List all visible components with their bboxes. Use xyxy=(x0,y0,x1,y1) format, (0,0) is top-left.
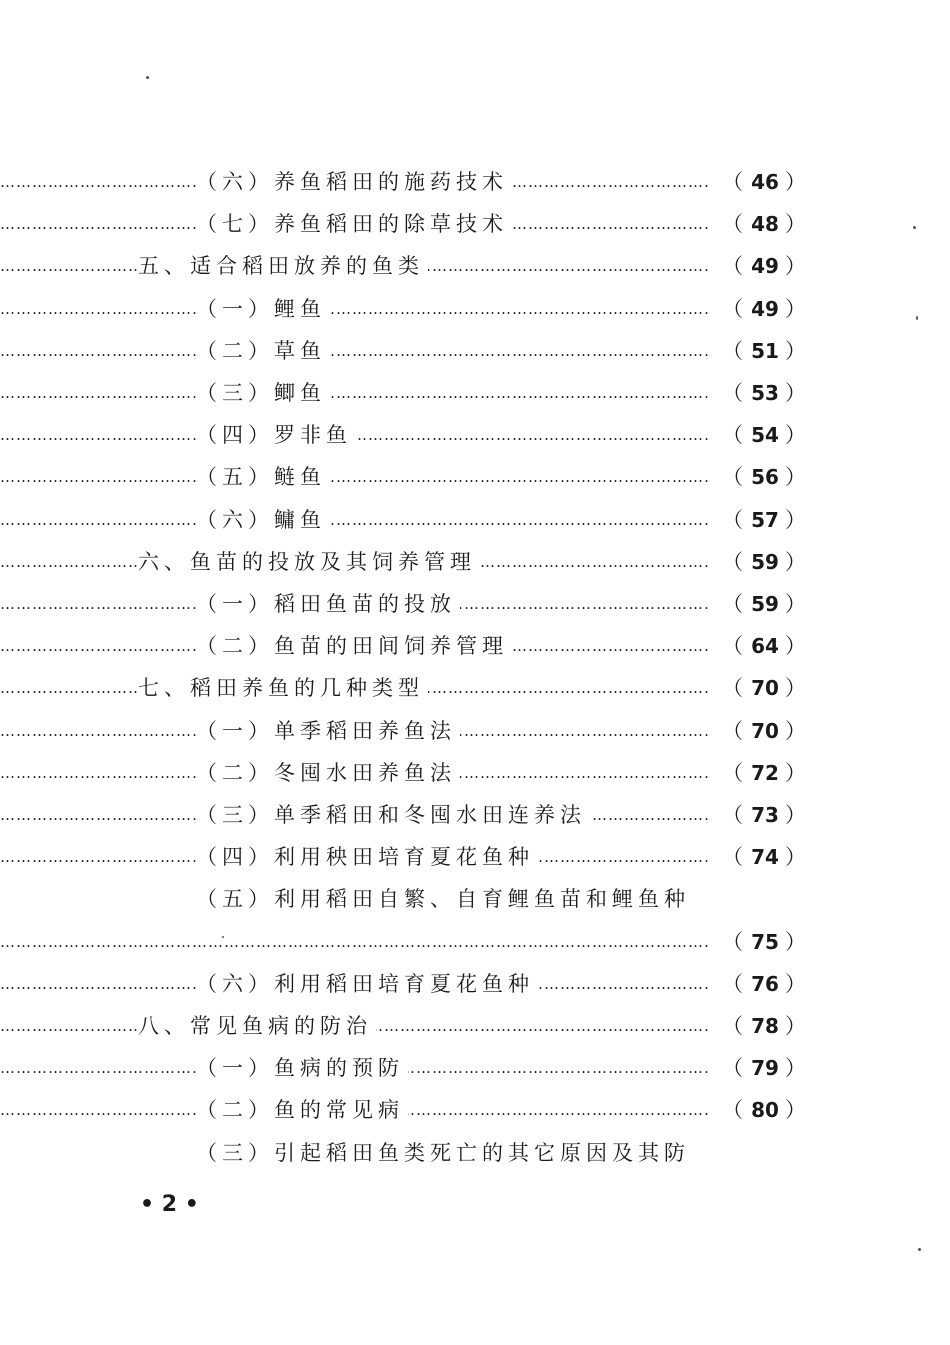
scan-speck xyxy=(918,1248,921,1251)
close-paren: ） xyxy=(785,719,806,743)
open-paren: （ xyxy=(722,508,743,532)
open-paren: （ xyxy=(722,1056,743,1080)
open-paren: （ xyxy=(722,381,743,405)
toc-section-title: （四）利用秧田培育夏花鱼种 xyxy=(196,840,538,874)
open-paren: （ xyxy=(722,465,743,489)
toc-section-title: （二）鱼苗的田间饲养管理 xyxy=(196,629,512,663)
close-paren: ） xyxy=(785,381,806,405)
dot-leader xyxy=(0,925,710,959)
toc-entry xyxy=(0,545,950,579)
open-paren: （ xyxy=(722,803,743,827)
toc-section-title: （一）鲤鱼 xyxy=(196,292,330,326)
close-paren: ） xyxy=(785,676,806,700)
page-number: 80 xyxy=(751,1098,779,1122)
open-paren: （ xyxy=(722,550,743,574)
toc-page-ref xyxy=(722,503,806,537)
toc-page-ref xyxy=(722,207,806,241)
toc-section-title: （一）单季稻田养鱼法 xyxy=(196,714,460,748)
toc-entry xyxy=(0,165,950,199)
page-number: 54 xyxy=(751,423,779,447)
toc-chapter-title: 五、适合稻田放养的鱼类 xyxy=(138,249,428,283)
toc-section-title: （二）冬囤水田养鱼法 xyxy=(196,756,460,790)
toc-section-title: （三）鲫鱼 xyxy=(196,376,330,410)
page-number: 59 xyxy=(751,550,779,574)
toc-page-ref xyxy=(722,1009,806,1043)
scan-speck xyxy=(916,316,918,320)
toc-entry xyxy=(0,882,950,916)
page-number: 57 xyxy=(751,508,779,532)
toc-entry xyxy=(0,714,950,748)
page-number: 73 xyxy=(751,803,779,827)
scan-speck xyxy=(222,936,224,938)
toc-page-ref xyxy=(722,925,806,959)
page-number: 49 xyxy=(751,297,779,321)
toc-entry xyxy=(0,840,950,874)
toc-page-ref xyxy=(722,1093,806,1127)
toc-entry xyxy=(0,671,950,705)
dot-leader xyxy=(0,334,710,368)
open-paren: （ xyxy=(722,1098,743,1122)
close-paren: ） xyxy=(785,254,806,278)
toc-section-title: （六）养鱼稻田的施药技术 xyxy=(196,165,512,199)
toc-page-ref xyxy=(722,840,806,874)
page-number: 78 xyxy=(751,1014,779,1038)
dot-leader xyxy=(0,460,710,494)
toc-entry xyxy=(0,798,950,832)
toc-entry xyxy=(0,334,950,368)
close-paren: ） xyxy=(785,550,806,574)
toc-page-ref xyxy=(722,334,806,368)
toc-page-ref xyxy=(722,165,806,199)
dot-leader xyxy=(0,503,710,537)
toc-entry xyxy=(0,376,950,410)
toc-page-ref xyxy=(722,967,806,1001)
close-paren: ） xyxy=(785,297,806,321)
close-paren: ） xyxy=(785,592,806,616)
toc-page-ref xyxy=(722,249,806,283)
page-number: 51 xyxy=(751,339,779,363)
toc-chapter-title: 六、鱼苗的投放及其饲养管理 xyxy=(138,545,480,579)
open-paren: （ xyxy=(722,719,743,743)
open-paren: （ xyxy=(722,676,743,700)
close-paren: ） xyxy=(785,1056,806,1080)
toc-entry xyxy=(0,1009,950,1043)
open-paren: （ xyxy=(722,170,743,194)
close-paren: ） xyxy=(785,930,806,954)
toc-entry xyxy=(0,925,950,959)
toc-page-ref xyxy=(722,756,806,790)
dot-leader xyxy=(0,376,710,410)
page-number: 64 xyxy=(751,634,779,658)
toc-page-ref xyxy=(722,460,806,494)
open-paren: （ xyxy=(722,423,743,447)
toc-entry xyxy=(0,1093,950,1127)
close-paren: ） xyxy=(785,1098,806,1122)
toc-section-title: （一）鱼病的预防 xyxy=(196,1051,408,1085)
toc-section-title: （六）利用稻田培育夏花鱼种 xyxy=(196,967,538,1001)
scan-speck xyxy=(913,226,916,229)
toc-chapter-title: 八、常见鱼病的防治 xyxy=(138,1009,376,1043)
toc-page-ref xyxy=(722,629,806,663)
open-paren: （ xyxy=(722,1014,743,1038)
toc-entry xyxy=(0,1136,950,1170)
toc-section-title: （三）单季稻田和冬囤水田连养法 xyxy=(196,798,590,832)
page-number: 46 xyxy=(751,170,779,194)
close-paren: ） xyxy=(785,170,806,194)
page-number: 48 xyxy=(751,212,779,236)
dot-leader xyxy=(0,292,710,326)
toc-entry xyxy=(0,292,950,326)
toc-section-title: （五）利用稻田自繁、自育鲤鱼苗和鲤鱼种 xyxy=(196,882,694,916)
toc-entry xyxy=(0,503,950,537)
page-number: 59 xyxy=(751,592,779,616)
close-paren: ） xyxy=(785,508,806,532)
toc-page-ref xyxy=(722,714,806,748)
toc-page-ref xyxy=(722,418,806,452)
close-paren: ） xyxy=(785,634,806,658)
toc-page-ref xyxy=(722,376,806,410)
page-number: 49 xyxy=(751,254,779,278)
open-paren: （ xyxy=(722,297,743,321)
toc-entry xyxy=(0,249,950,283)
close-paren: ） xyxy=(785,423,806,447)
toc-page-ref xyxy=(722,292,806,326)
toc-entry xyxy=(0,460,950,494)
close-paren: ） xyxy=(785,1014,806,1038)
open-paren: （ xyxy=(722,212,743,236)
toc-entry xyxy=(0,207,950,241)
toc-entry xyxy=(0,756,950,790)
toc-section-title: （四）罗非鱼 xyxy=(196,418,356,452)
open-paren: （ xyxy=(722,761,743,785)
toc-section-title: （二）鱼的常见病 xyxy=(196,1093,408,1127)
page-number: 53 xyxy=(751,381,779,405)
close-paren: ） xyxy=(785,803,806,827)
toc-section-title: （二）草鱼 xyxy=(196,334,330,368)
page-number-footer: • 2 • xyxy=(140,1192,199,1217)
page-number: 72 xyxy=(751,761,779,785)
page-number: 70 xyxy=(751,719,779,743)
close-paren: ） xyxy=(785,972,806,996)
toc-chapter-title: 七、稻田养鱼的几种类型 xyxy=(138,671,428,705)
open-paren: （ xyxy=(722,845,743,869)
close-paren: ） xyxy=(785,212,806,236)
toc-section-title: （六）鳙鱼 xyxy=(196,503,330,537)
toc-page-ref xyxy=(722,545,806,579)
toc-page-ref xyxy=(722,587,806,621)
toc-page-ref xyxy=(722,798,806,832)
page-number: 76 xyxy=(751,972,779,996)
toc-entry xyxy=(0,418,950,452)
page-number: 75 xyxy=(751,930,779,954)
toc-entry xyxy=(0,1051,950,1085)
toc-entry xyxy=(0,629,950,663)
open-paren: （ xyxy=(722,339,743,363)
close-paren: ） xyxy=(785,465,806,489)
page-number: 79 xyxy=(751,1056,779,1080)
toc-entry xyxy=(0,967,950,1001)
open-paren: （ xyxy=(722,254,743,278)
open-paren: （ xyxy=(722,634,743,658)
close-paren: ） xyxy=(785,339,806,363)
open-paren: （ xyxy=(722,972,743,996)
page-number: 56 xyxy=(751,465,779,489)
toc-page-ref xyxy=(722,671,806,705)
open-paren: （ xyxy=(722,930,743,954)
open-paren: （ xyxy=(722,592,743,616)
page-number: 74 xyxy=(751,845,779,869)
toc-section-title: （一）稻田鱼苗的投放 xyxy=(196,587,460,621)
toc-page-ref xyxy=(722,1051,806,1085)
toc-section-title: （三）引起稻田鱼类死亡的其它原因及其防 xyxy=(196,1136,694,1170)
toc-entry xyxy=(0,587,950,621)
toc-section-title: （五）鲢鱼 xyxy=(196,460,330,494)
toc-section-title: （七）养鱼稻田的除草技术 xyxy=(196,207,512,241)
scan-speck xyxy=(146,76,149,79)
close-paren: ） xyxy=(785,761,806,785)
close-paren: ） xyxy=(785,845,806,869)
page-number: 70 xyxy=(751,676,779,700)
